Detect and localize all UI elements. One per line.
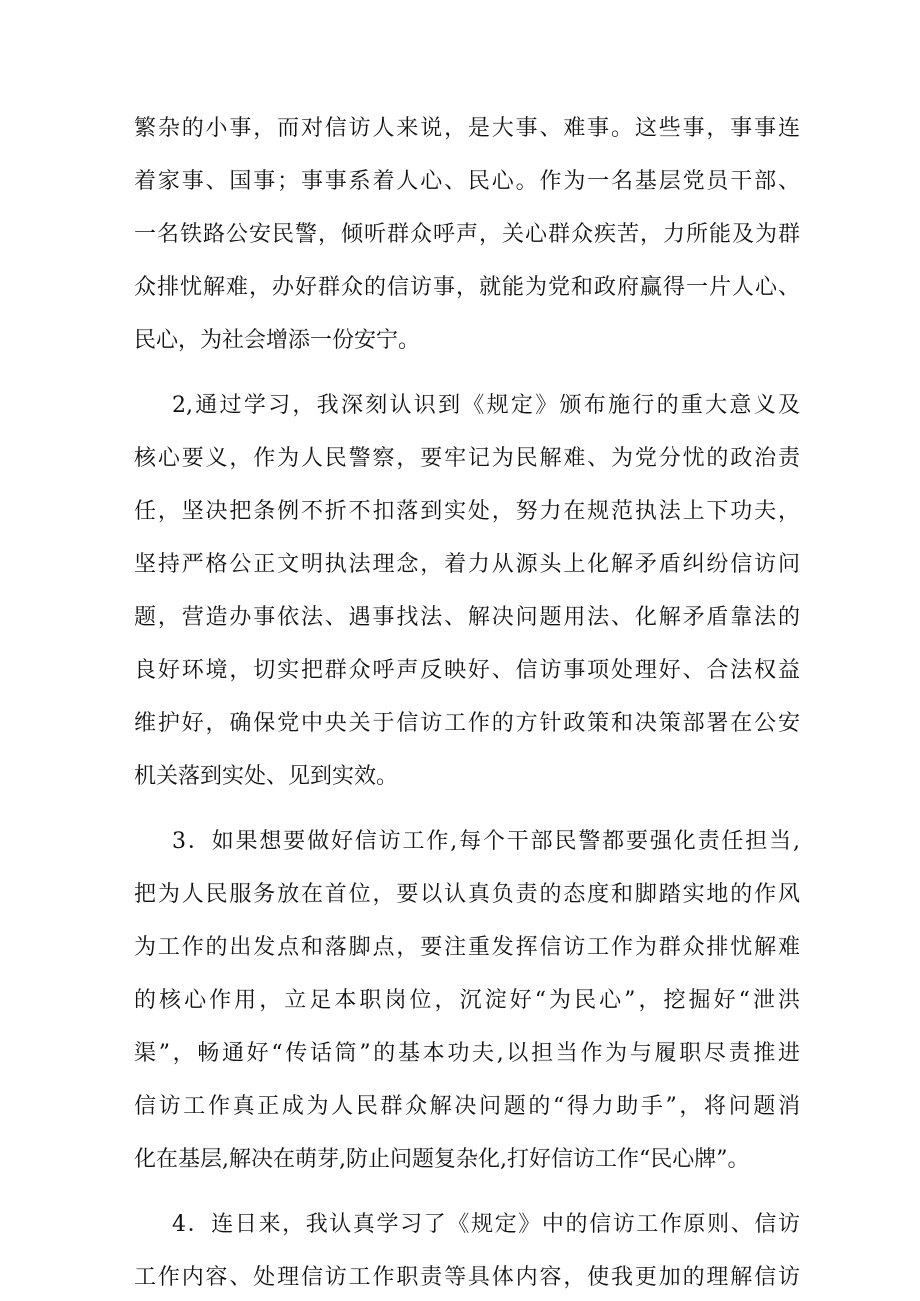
paragraph-gap bbox=[134, 803, 800, 815]
text-line: 繁杂的小事，而对信访人来说，是大事、难事。这些事，事事连 bbox=[134, 116, 800, 141]
text-line: 4．连日来，我认真学习了《规定》中的信访工作原则、信访 bbox=[172, 1212, 800, 1237]
paragraph-2 bbox=[134, 379, 800, 803]
text-line: 题，营造办事依法、遇事找法、解决问题用法、化解矛盾靠法的 bbox=[134, 605, 800, 630]
text-line: 任，坚决把条例不折不扣落到实处，努力在规范执法上下功夫， bbox=[134, 499, 800, 524]
paragraph-4 bbox=[134, 1198, 800, 1301]
text-line: 3．如果想要做好信访工作,每个干部民警都要强化责任担当, bbox=[172, 829, 800, 854]
text-line: 良好环境，切实把群众呼声反映好、信访事项处理好、合法权益 bbox=[134, 658, 800, 683]
text-line: 机关落到实处、见到实效。 bbox=[134, 764, 399, 789]
text-line: 的核心作用，立足本职岗位，沉淀好“为民心”，挖掘好“泄洪 bbox=[134, 988, 800, 1013]
text-line: 渠”，畅通好“传话筒”的基本功夫,以担当作为与履职尽责推进 bbox=[134, 1041, 800, 1066]
text-line: 着家事、国事；事事系着人心、民心。作为一名基层党员干部、 bbox=[134, 169, 800, 194]
text-line: 工作内容、处理信访工作职责等具体内容，使我更加的理解信访 bbox=[134, 1265, 800, 1290]
text-line: 众排忧解难，办好群众的信访事，就能为党和政府赢得一片人心、 bbox=[134, 275, 800, 300]
paragraph-3 bbox=[134, 815, 800, 1186]
text-line: 把为人民服务放在首位，要以认真负责的态度和脚踏实地的作风 bbox=[134, 882, 800, 907]
text-line: 化在基层,解决在萌芽,防止问题复杂化,打好信访工作“民心牌”。 bbox=[134, 1147, 750, 1172]
paragraph-gap bbox=[134, 367, 800, 379]
text-line: 维护好，确保党中央关于信访工作的方针政策和决策部署在公安 bbox=[134, 711, 800, 736]
text-line: 2,通过学习，我深刻认识到《规定》颁布施行的重大意义及 bbox=[172, 393, 800, 418]
paragraph-gap bbox=[134, 1186, 800, 1198]
text-line: 一名铁路公安民警，倾听群众呼声，关心群众疾苦，力所能及为群 bbox=[134, 222, 800, 247]
text-line: 核心要义，作为人民警察，要牢记为民解难、为党分忧的政治责 bbox=[134, 446, 800, 471]
paragraph-intro-continued bbox=[134, 102, 800, 367]
document-body bbox=[134, 102, 800, 1301]
text-line: 民心，为社会增添一份安宁。 bbox=[134, 328, 421, 353]
text-line: 坚持严格公正文明执法理念，着力从源头上化解矛盾纠纷信访问 bbox=[134, 552, 800, 577]
text-line: 为工作的出发点和落脚点，要注重发挥信访工作为群众排忧解难 bbox=[134, 935, 800, 960]
text-line: 信访工作真正成为人民群众解决问题的“得力助手”，将问题消 bbox=[134, 1094, 800, 1119]
